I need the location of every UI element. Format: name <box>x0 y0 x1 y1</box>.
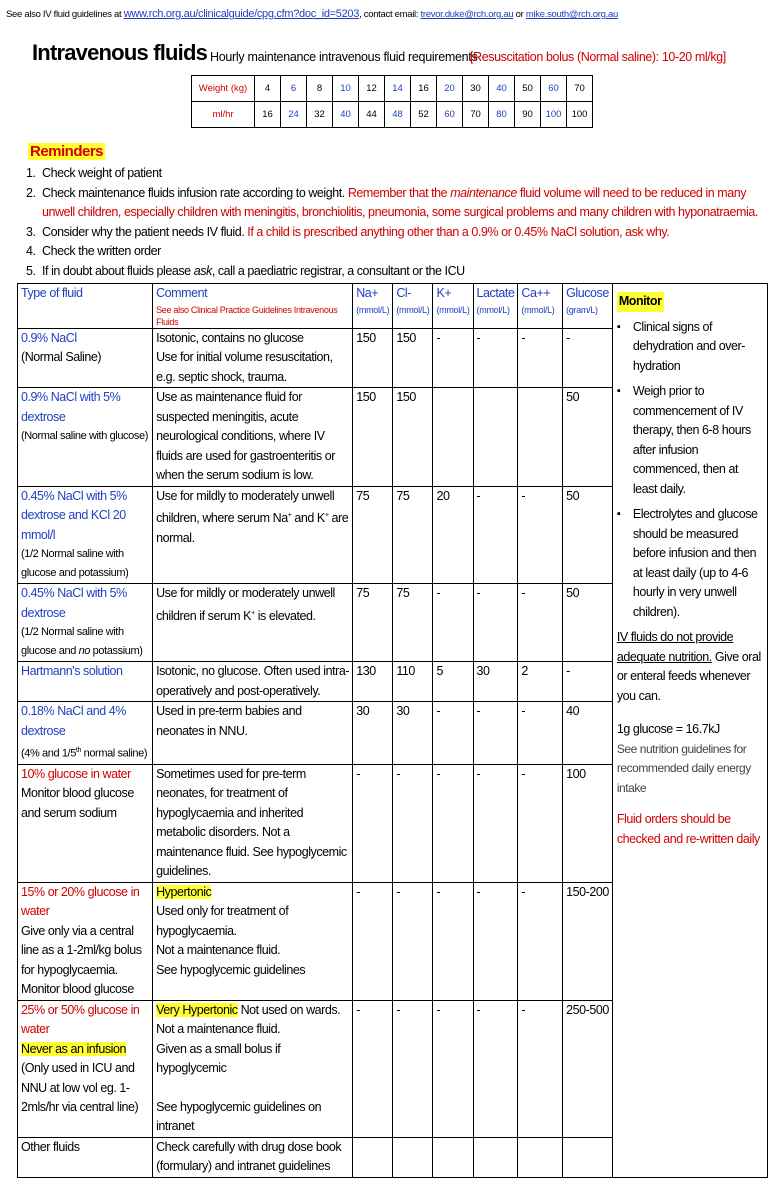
rate-cell: 40 <box>333 102 359 128</box>
k-cell: - <box>433 584 473 662</box>
reminder-warning: If a child is prescribed anything other than a 0.9% or 0.45% NaCl solution, ask why. <box>247 224 670 239</box>
comment-cell: Isotonic, contains no glucose Use for initial volume resuscitation, e.g. septic shock, trauma. <box>153 328 353 388</box>
cl-cell: 150 <box>393 388 433 487</box>
cl-cell: 150 <box>393 328 433 388</box>
weight-cell: 70 <box>567 76 593 102</box>
k-cell <box>433 1137 473 1177</box>
reminder-warning-italic: maintenance <box>450 185 517 200</box>
header-cl: Cl- (mmol/L) <box>393 284 433 329</box>
reminders-title: Reminders <box>30 143 104 160</box>
fluid-table <box>17 283 768 1178</box>
weight-cell: 30 <box>463 76 489 102</box>
reminder-item: 3. Consider why the patient needs IV fluid. If a child is prescribed anything other than a 0.9% or 0.45% NaCl solution, ask why. <box>26 224 670 239</box>
weight-cell: 14 <box>385 76 411 102</box>
fluid-type-cell: Other fluids <box>18 1137 153 1177</box>
comment-cell: Hypertonic Used only for treatment of hypoglycaemia. Not a maintenance fluid. See hypoglycemic guidelines <box>153 882 353 1000</box>
header-k: K+ (mmol/L) <box>433 284 473 329</box>
weight-cell: 10 <box>333 76 359 102</box>
cl-cell: 75 <box>393 486 433 584</box>
reminder-item: 5. If in doubt about fluids please ask, call a paediatric registrar, a consultant or the ICU <box>26 263 465 278</box>
glucose-cell: 50 <box>563 486 613 584</box>
reminder-text: Check maintenance fluids infusion rate according to weight. <box>42 185 348 200</box>
lactate-cell: - <box>473 1000 518 1137</box>
k-cell: - <box>433 882 473 1000</box>
reminders-list <box>26 164 766 281</box>
cl-cell: - <box>393 882 433 1000</box>
lactate-cell: 30 <box>473 662 518 702</box>
comment-cell: Use for mildly to moderately unwell children, where serum Na+ and K+ are normal. <box>153 486 353 584</box>
comment-cell: Use for mildly or moderately unwell children if serum K+ is elevated. <box>153 584 353 662</box>
comment-cell: Very Hypertonic Not used on wards. Not a maintenance fluid. Given as a small bolus if hypoglycemic See hypoglycemic guidelines on intranet <box>153 1000 353 1137</box>
weight-label: Weight (kg) <box>192 76 255 102</box>
nutrition-note: IV fluids do not provide adequate nutrition. Give oral or enteral feeds whenever you can. <box>616 630 761 703</box>
weight-cell: 50 <box>515 76 541 102</box>
see-also-text: See also IV fluid guidelines at <box>6 9 124 20</box>
reminder-text: , call a paediatric registrar, a consultant or the ICU <box>211 263 465 278</box>
monitor-item: ▪ Clinical signs of dehydration and over-hydration <box>617 318 763 377</box>
hourly-caption: Hourly maintenance intravenous fluid requirements <box>210 50 478 64</box>
weight-rate-table <box>191 75 593 128</box>
glucose-cell: 250-500 <box>563 1000 613 1137</box>
weight-cell: 8 <box>307 76 333 102</box>
reminder-text: Check weight of patient <box>42 166 162 180</box>
nutrition-guidelines-note: See nutrition guidelines for recommended daily energy intake <box>616 741 751 795</box>
k-cell: - <box>433 1000 473 1137</box>
rate-cell: 90 <box>515 102 541 128</box>
header-glucose: Glucose (gram/L) <box>563 284 613 329</box>
cl-cell: - <box>393 764 433 882</box>
header-ca: Ca++ (mmol/L) <box>518 284 563 329</box>
fluid-type-cell: Hartmann's solution <box>18 662 153 702</box>
reminder-text: Consider why the patient needs IV fluid. <box>42 224 248 239</box>
glucose-cell <box>563 1137 613 1177</box>
weight-cell: 6 <box>281 76 307 102</box>
monitor-title: Monitor <box>617 292 664 312</box>
weight-cell: 12 <box>359 76 385 102</box>
fluid-type-cell: 25% or 50% glucose in water Never as an infusion (Only used in ICU and NNU at low vol eg. 1-2mls/hr via central line) <box>18 1000 153 1137</box>
fluid-type-cell: 0.9% NaCl (Normal Saline) <box>18 328 153 388</box>
page-title: Intravenous fluids <box>32 40 208 65</box>
k-cell: - <box>433 328 473 388</box>
rate-cell: 48 <box>385 102 411 128</box>
fluid-orders-note: Fluid orders should be checked and re-written daily <box>616 812 760 846</box>
ca-cell: 2 <box>518 662 563 702</box>
fluid-type-cell: 0.45% NaCl with 5% dextrose and KCl 20 mmol/l (1/2 Normal saline with glucose and potassium) <box>18 486 153 584</box>
table-header-row <box>18 284 768 329</box>
glucose-cell: 50 <box>563 584 613 662</box>
email-link-2[interactable]: mike.south@rch.org.au <box>525 9 618 20</box>
rate-label: ml/hr <box>192 102 255 128</box>
ca-cell: - <box>518 486 563 584</box>
ca-cell <box>518 388 563 487</box>
rate-cell: 100 <box>567 102 593 128</box>
fluid-type-cell: 10% glucose in water Monitor blood glucose and serum sodium <box>18 764 153 882</box>
na-cell: 75 <box>353 486 393 584</box>
weight-row <box>192 76 593 102</box>
or-text: or <box>513 9 526 20</box>
rate-row <box>192 102 593 128</box>
cl-cell: 75 <box>393 584 433 662</box>
na-cell <box>353 1137 393 1177</box>
glucose-cell: 50 <box>563 388 613 487</box>
glucose-cell: 100 <box>563 764 613 882</box>
monitor-list <box>617 318 763 623</box>
weight-cell: 40 <box>489 76 515 102</box>
weight-cell: 60 <box>541 76 567 102</box>
glucose-cell: - <box>563 662 613 702</box>
comment-cell: Used in pre-term babies and neonates in NNU. <box>153 702 353 765</box>
header-na: Na+ (mmol/L) <box>353 284 393 329</box>
glucose-cell: - <box>563 328 613 388</box>
header-comment: Comment See also Clinical Practice Guidelines Intravenous Fluids <box>153 284 353 329</box>
rate-cell: 70 <box>463 102 489 128</box>
lactate-cell: - <box>473 486 518 584</box>
contact-text: , contact email: <box>359 9 421 20</box>
na-cell: 30 <box>353 702 393 765</box>
header-type: Type of fluid <box>18 284 153 329</box>
ca-cell: - <box>518 1000 563 1137</box>
fluid-type-cell: 0.9% NaCl with 5% dextrose (Normal saline with glucose) <box>18 388 153 487</box>
cl-cell: - <box>393 1000 433 1137</box>
reminder-item: 2. Check maintenance fluids infusion rate according to weight. Remember that the maintenance fluid volume will need to be reduced in many unwell children, especially children with meningitis, bronchiolitis, pneumonia, some surgical problems and many children with hyponatraemia. <box>26 185 758 219</box>
monitor-item: ▪ Weigh prior to commencement of IV therapy, then 6-8 hours after infusion commenced, then at least daily. <box>617 382 763 499</box>
k-cell <box>433 388 473 487</box>
na-cell: - <box>353 1000 393 1137</box>
glucose-cell: 40 <box>563 702 613 765</box>
header-line <box>6 8 618 20</box>
lactate-cell: - <box>473 764 518 882</box>
lactate-cell <box>473 388 518 487</box>
cl-cell <box>393 1137 433 1177</box>
rate-cell: 60 <box>437 102 463 128</box>
monitor-panel <box>612 284 767 1178</box>
rate-cell: 24 <box>281 102 307 128</box>
reminder-item: 1. Check weight of patient <box>26 166 162 180</box>
ca-cell: - <box>518 328 563 388</box>
glucose-cell: 150-200 <box>563 882 613 1000</box>
ca-cell: - <box>518 702 563 765</box>
rate-cell: 80 <box>489 102 515 128</box>
ca-cell <box>518 1137 563 1177</box>
weight-cell: 4 <box>255 76 281 102</box>
guidelines-link[interactable]: www.rch.org.au/clinicalguide/cpg.cfm?doc_id=5203 <box>123 8 360 20</box>
na-cell: 150 <box>353 328 393 388</box>
na-cell: 130 <box>353 662 393 702</box>
header-lactate: Lactate (mmol/L) <box>473 284 518 329</box>
cl-cell: 30 <box>393 702 433 765</box>
rate-cell: 32 <box>307 102 333 128</box>
na-cell: 150 <box>353 388 393 487</box>
lactate-cell: - <box>473 328 518 388</box>
k-cell: - <box>433 702 473 765</box>
weight-cell: 16 <box>411 76 437 102</box>
reminder-text: Check the written order <box>42 244 161 258</box>
na-cell: - <box>353 764 393 882</box>
reminder-italic: ask <box>193 263 212 278</box>
lactate-cell <box>473 1137 518 1177</box>
lactate-cell: - <box>473 584 518 662</box>
ca-cell: - <box>518 882 563 1000</box>
fluid-type-cell: 0.18% NaCl and 4% dextrose (4% and 1/5th normal saline) <box>18 702 153 765</box>
comment-cell: Use as maintenance fluid for suspected meningitis, acute neurological conditions, where IV fluids are used for gastroenteritis or when the serum sodium is low. <box>153 388 353 487</box>
lactate-cell: - <box>473 882 518 1000</box>
comment-cell: Isotonic, no glucose. Often used intra-operatively and post-operatively. <box>153 662 353 702</box>
rate-cell: 52 <box>411 102 437 128</box>
fluid-type-cell: 15% or 20% glucose in water Give only via a central line as a 1-2ml/kg bolus for hypoglycaemia. Monitor blood glucose <box>18 882 153 1000</box>
bolus-caption: [Resuscitation bolus (Normal saline): 10-20 ml/kg] <box>470 50 726 64</box>
email-link-1[interactable]: trevor.duke@rch.org.au <box>420 9 514 20</box>
na-cell: - <box>353 882 393 1000</box>
reminder-item: 4. Check the written order <box>26 244 161 258</box>
rate-cell: 44 <box>359 102 385 128</box>
glucose-energy: 1g glucose = 16.7kJ <box>616 722 720 736</box>
rate-cell: 16 <box>255 102 281 128</box>
monitor-item: ▪ Electrolytes and glucose should be measured before infusion and then at least daily (up to 4-6 hourly in very unwell children). <box>617 505 763 622</box>
rate-cell: 100 <box>541 102 567 128</box>
ca-cell: - <box>518 584 563 662</box>
cl-cell: 110 <box>393 662 433 702</box>
weight-cell: 20 <box>437 76 463 102</box>
reminder-warning: fluid volume will need to be reduced in many unwell children, especially children with meningitis, bronchiolitis, pneumonia, some surgical problems and many children with hyponatraemia. <box>42 185 758 219</box>
ca-cell: - <box>518 764 563 882</box>
comment-cell: Sometimes used for pre-term neonates, for treatment of hypoglycaemia and inherited metabolic disorders. Not a maintenance fluid. See hypoglycemic guidelines. <box>153 764 353 882</box>
lactate-cell: - <box>473 702 518 765</box>
reminder-text: If in doubt about fluids please <box>42 263 194 278</box>
comment-cell: Check carefully with drug dose book (formulary) and intranet guidelines <box>153 1137 353 1177</box>
reminder-warning: Remember that the <box>347 185 451 200</box>
k-cell: 5 <box>433 662 473 702</box>
k-cell: - <box>433 764 473 882</box>
na-cell: 75 <box>353 584 393 662</box>
k-cell: 20 <box>433 486 473 584</box>
fluid-type-cell: 0.45% NaCl with 5% dextrose (1/2 Normal saline with glucose and no potassium) <box>18 584 153 662</box>
